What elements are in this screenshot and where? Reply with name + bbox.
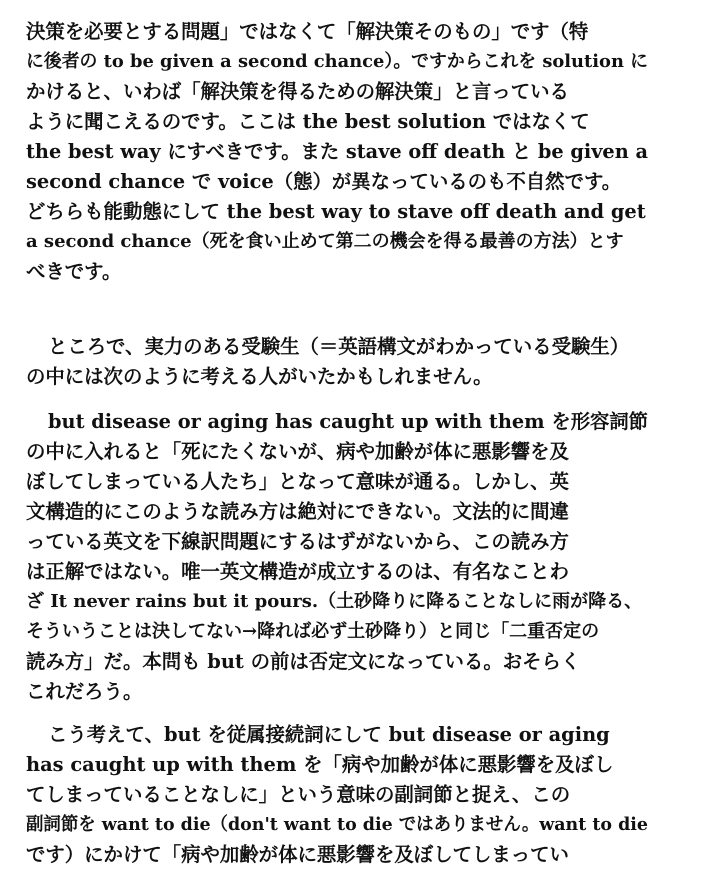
text-line: そういうことは決してない→降れば必ず土砂降り）と同じ「二重否定の <box>26 621 600 642</box>
text-line: かけると、いわば「解決策を得るための解決策」と言っている <box>26 80 569 103</box>
text-line: has caught up with them を「病や加齢が体に悪影響を及ぼし <box>26 753 614 776</box>
text-line: the best way にすべきです。また stave off death と be given a <box>26 140 648 163</box>
text-line: っている英文を下線訳問題にするはずがないから、この読み方 <box>26 530 569 553</box>
text-line: 決策を必要とする問題」ではなくて「解決策そのもの」です（特 <box>26 20 589 43</box>
text-line: どちらも能動態にして the best way to stave off death and get <box>26 200 646 223</box>
paragraph-first-line: but disease or aging has caught up with them を形容詞節 <box>48 410 648 433</box>
text-line: a second chance（死を食い止めて第二の機会を得る最善の方法）とす <box>26 231 624 252</box>
text-line: の中には次のように考える人がいたかもしれません。 <box>26 365 493 388</box>
text-line: です）にかけて「病や加齢が体に悪影響を及ぼしてしまってい <box>26 843 569 866</box>
text-line: 副詞節を want to die（don't want to die ではありません。want to die <box>26 814 648 835</box>
paragraph-first-line: ところで、実力のある受験生（＝英語構文がわかっている受験生） <box>48 335 630 358</box>
text-line: てしまっていることなしに」という意味の副詞節と捉え、この <box>26 783 571 806</box>
text-line: 文構造的にこのような読み方は絶対にできない。文法的に間違 <box>26 500 569 523</box>
text-line: に後者の to be given a second chance）。ですからこれを solution に <box>26 51 648 72</box>
text-line: は正解ではない。唯一英文構造が成立するのは、有名なことわ <box>26 560 569 583</box>
text-line: これだろう。 <box>26 680 143 703</box>
text-line: second chance で voice（態）が異なっているのも不自然です。 <box>26 170 622 193</box>
paragraph-first-line: こう考えて、but を従属接続詞にして but disease or aging <box>48 723 610 746</box>
text-line: ように聞こえるのです。ここは the best solution ではなくて <box>26 110 590 133</box>
text-line: 読み方」だ。本問も but の前は否定文になっている。おそらく <box>26 650 581 673</box>
text-line: べきです。 <box>26 260 122 283</box>
text-line: ざ It never rains but it pours.（土砂降りに降ることなしに雨が降る、 <box>26 591 643 612</box>
text-line: の中に入れると「死にたくないが、病や加齢が体に悪影響を及 <box>26 440 569 463</box>
text-line: ぼしてしまっている人たち」となって意味が通る。しかし、英 <box>26 470 569 493</box>
